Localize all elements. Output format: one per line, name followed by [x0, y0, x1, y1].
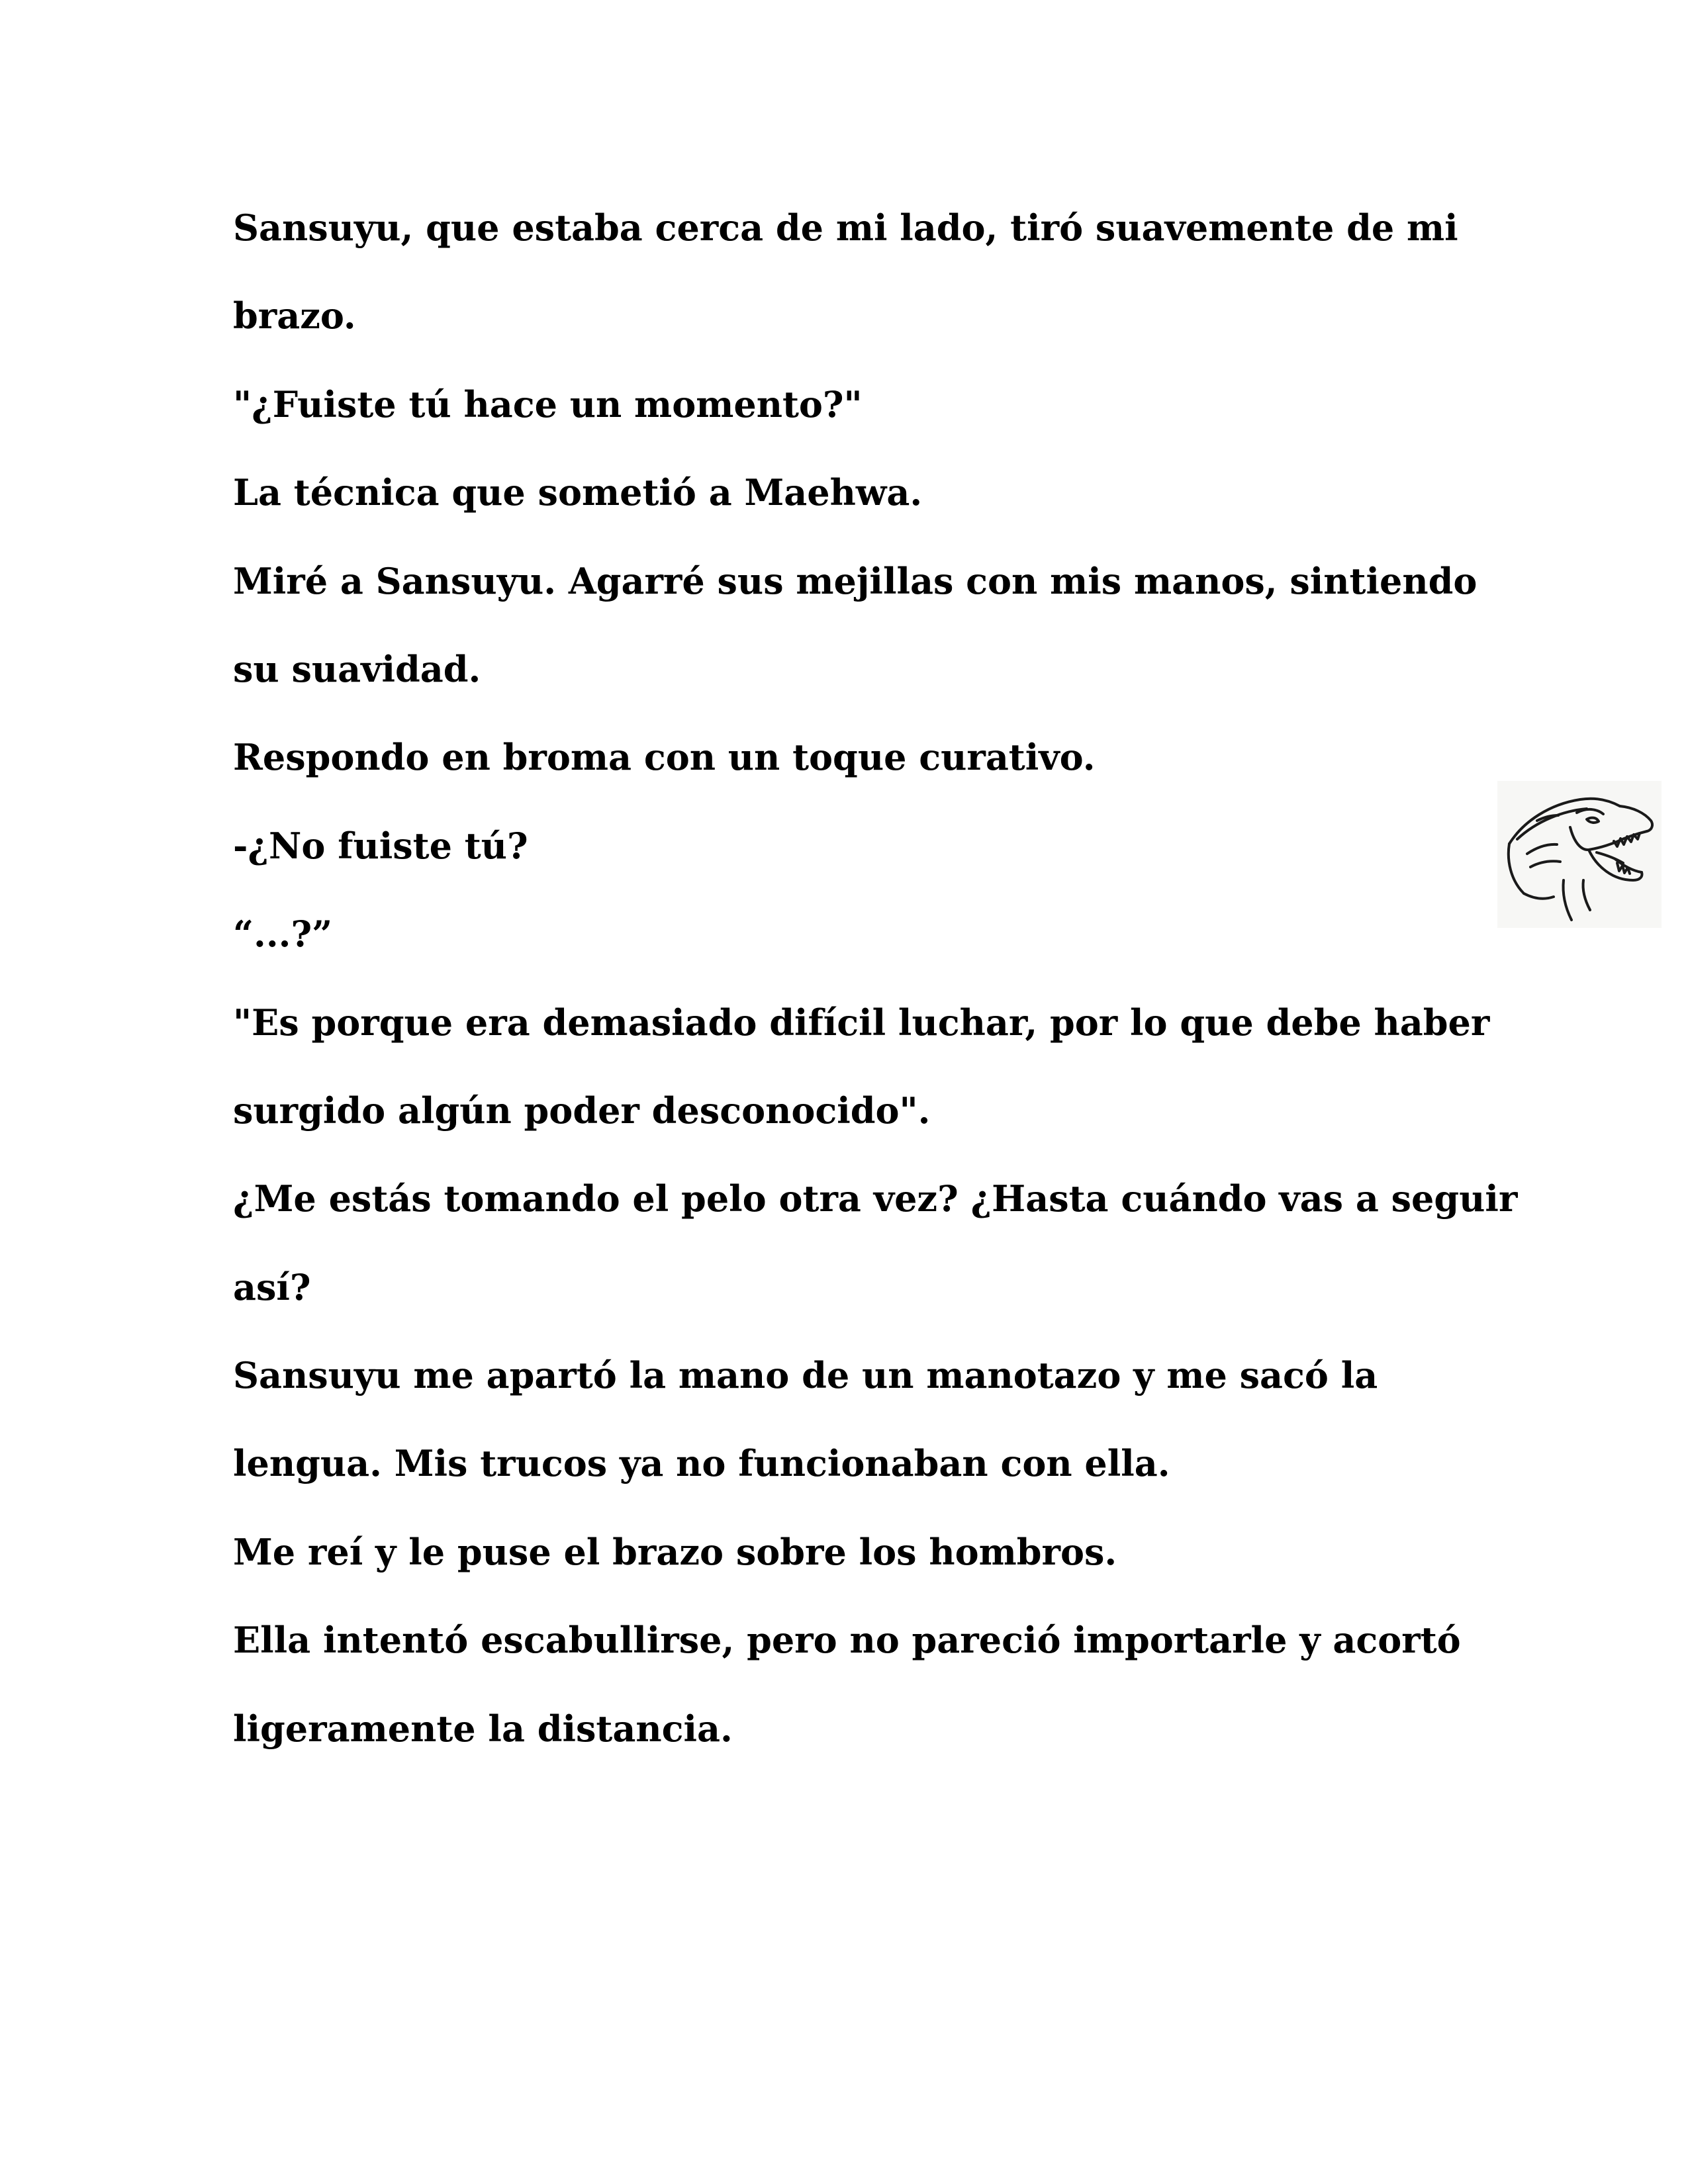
text-line: Me reí y le puse el brazo sobre los hombros. [233, 1530, 1117, 1573]
text-line: Sansuyu me apartó la mano de un manotazo y me sacó la [233, 1354, 1378, 1397]
text-line: Respondo en broma con un toque curativo. [233, 736, 1096, 779]
text-line: ¿Me estás tomando el pelo otra vez? ¿Hasta cuándo vas a seguir [233, 1177, 1518, 1220]
text-line: así? [233, 1265, 311, 1308]
text-line: Sansuyu, que estaba cerca de mi lado, tiró suavemente de mi [233, 206, 1458, 249]
text-line: “...?” [233, 913, 333, 956]
text-line: La técnica que sometió a Maehwa. [233, 471, 923, 514]
text-line: surgido algún poder desconocido". [233, 1089, 931, 1132]
text-line: Miré a Sansuyu. Agarré sus mejillas con mis manos, sintiendo [233, 559, 1477, 602]
text-line: -¿No fuiste tú? [233, 824, 528, 867]
dinosaur-head-icon [1497, 781, 1662, 928]
text-line: "¿Fuiste tú hace un momento?" [233, 383, 863, 426]
text-line: su suavidad. [233, 647, 481, 690]
text-line: ligeramente la distancia. [233, 1707, 733, 1750]
text-line: Ella intentó escabullirse, pero no pareció importarle y acortó [233, 1619, 1461, 1662]
text-line: brazo. [233, 295, 356, 338]
text-line: lengua. Mis trucos ya no funcionaban con ella. [233, 1442, 1170, 1485]
body-text [233, 184, 1518, 1773]
text-line: "Es porque era demasiado difícil luchar, por lo que debe haber [233, 1001, 1490, 1044]
